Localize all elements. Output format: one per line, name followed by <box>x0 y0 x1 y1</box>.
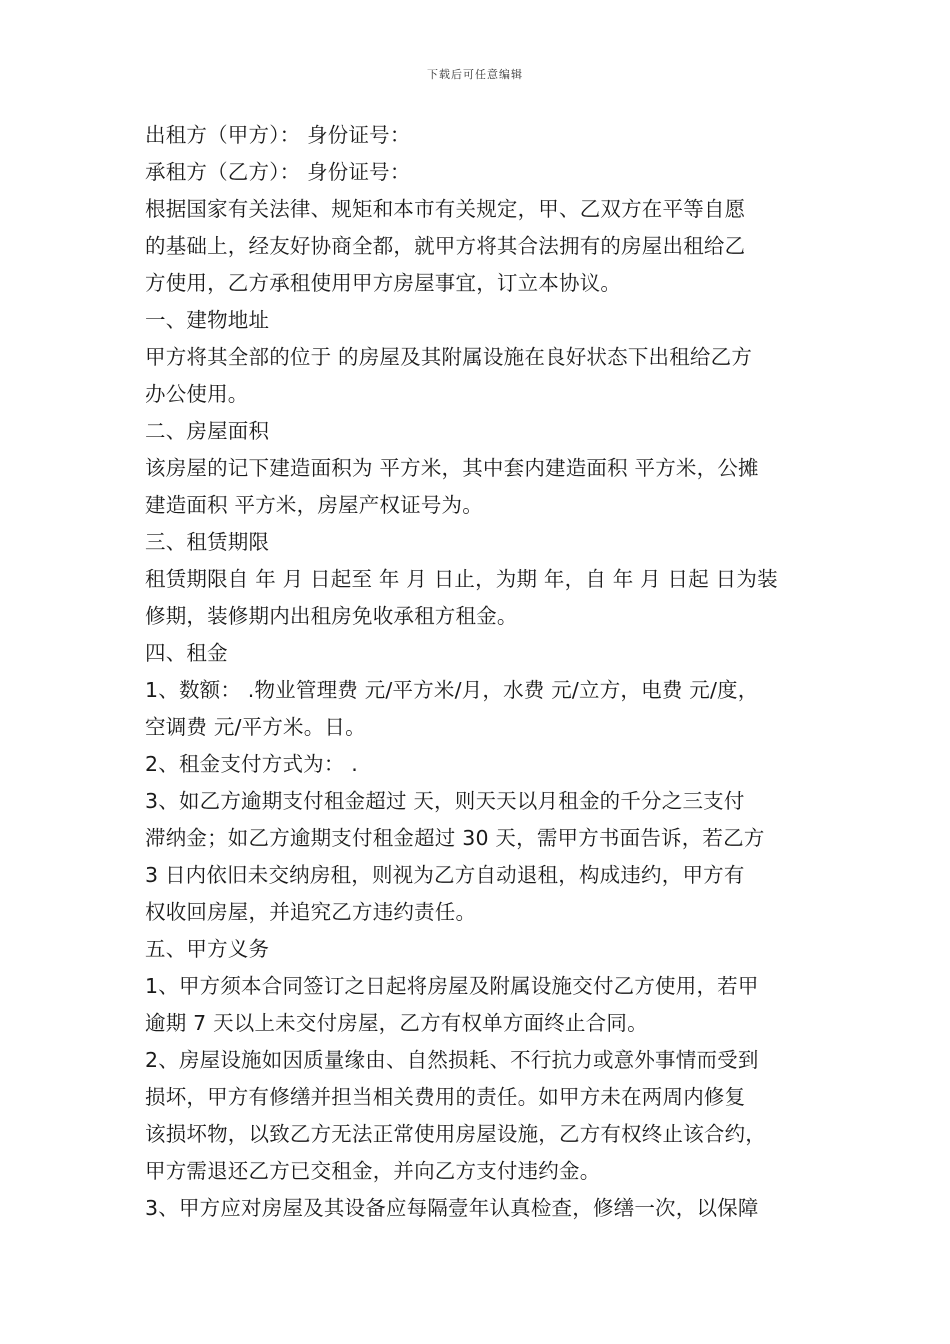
text-line: 办公使用。 <box>145 382 249 406</box>
text-line: 滞纳金；如乙方逾期支付租金超过 30 天，需甲方书面告诉，若乙方 <box>145 826 765 850</box>
text-line: 该损坏物，以致乙方无法正常使用房屋设施，乙方有权终止该合约， <box>145 1122 766 1146</box>
text-line: 建造面积 平方米，房屋产权证号为。 <box>145 493 483 517</box>
text-line: 方使用，乙方承租使用甲方房屋事宜，订立本协议。 <box>145 271 622 295</box>
text-line: 2、租金支付方式为： . <box>145 752 358 776</box>
section-heading: 一、建物地址 <box>145 308 270 332</box>
document-body <box>145 117 825 1227</box>
text-line: 该房屋的记下建造面积为 平方米，其中套内建造面积 平方米，公摊 <box>145 456 759 480</box>
section-heading: 五、甲方义务 <box>145 937 270 961</box>
text-line: 3、甲方应对房屋及其设备应每隔壹年认真检查，修缮一次，以保障 <box>145 1196 759 1220</box>
text-line: 1、数额： .物业管理费 元/平方米/月，水费 元/立方，电费 元/度， <box>145 678 759 702</box>
text-line: 3 日内依旧未交纳房租，则视为乙方自动退租，构成违约，甲方有 <box>145 863 745 887</box>
text-line: 承租方（乙方）： 身份证号： <box>145 160 411 184</box>
text-line: 3、如乙方逾期支付租金超过 天，则天天以月租金的千分之三支付 <box>145 789 745 813</box>
text-line: 租赁期限自 年 月 日起至 年 月 日止，为期 年，自 年 月 日起 日为装 <box>145 567 778 591</box>
text-line: 甲方将其全部的位于 的房屋及其附属设施在良好状态下出租给乙方 <box>145 345 753 369</box>
page-header: 下载后可任意编辑 <box>427 68 523 81</box>
section-heading: 三、租赁期限 <box>145 530 270 554</box>
text-line: 1、甲方须本合同签订之日起将房屋及附属设施交付乙方使用，若甲 <box>145 974 759 998</box>
text-line: 逾期 7 天以上未交付房屋，乙方有权单方面终止合同。 <box>145 1011 648 1035</box>
section-heading: 四、租金 <box>145 641 228 665</box>
text-line: 修期，装修期内出租房免收承租方租金。 <box>145 604 518 628</box>
text-line: 的基础上，经友好协商全都，就甲方将其合法拥有的房屋出租给乙 <box>145 234 746 258</box>
section-heading: 二、房屋面积 <box>145 419 270 443</box>
text-line: 损坏，甲方有修缮并担当相关费用的责任。如甲方未在两周内修复 <box>145 1085 746 1109</box>
text-line: 空调费 元/平方米。日。 <box>145 715 366 739</box>
text-line: 根据国家有关法律、规矩和本市有关规定，甲、乙双方在平等自愿 <box>145 197 746 221</box>
text-line: 2、房屋设施如因质量缘由、自然损耗、不行抗力或意外事情而受到 <box>145 1048 759 1072</box>
text-line: 甲方需退还乙方已交租金，并向乙方支付违约金。 <box>145 1159 601 1183</box>
text-line: 权收回房屋，并追究乙方违约责任。 <box>145 900 477 924</box>
text-line: 出租方（甲方）： 身份证号： <box>145 123 411 147</box>
